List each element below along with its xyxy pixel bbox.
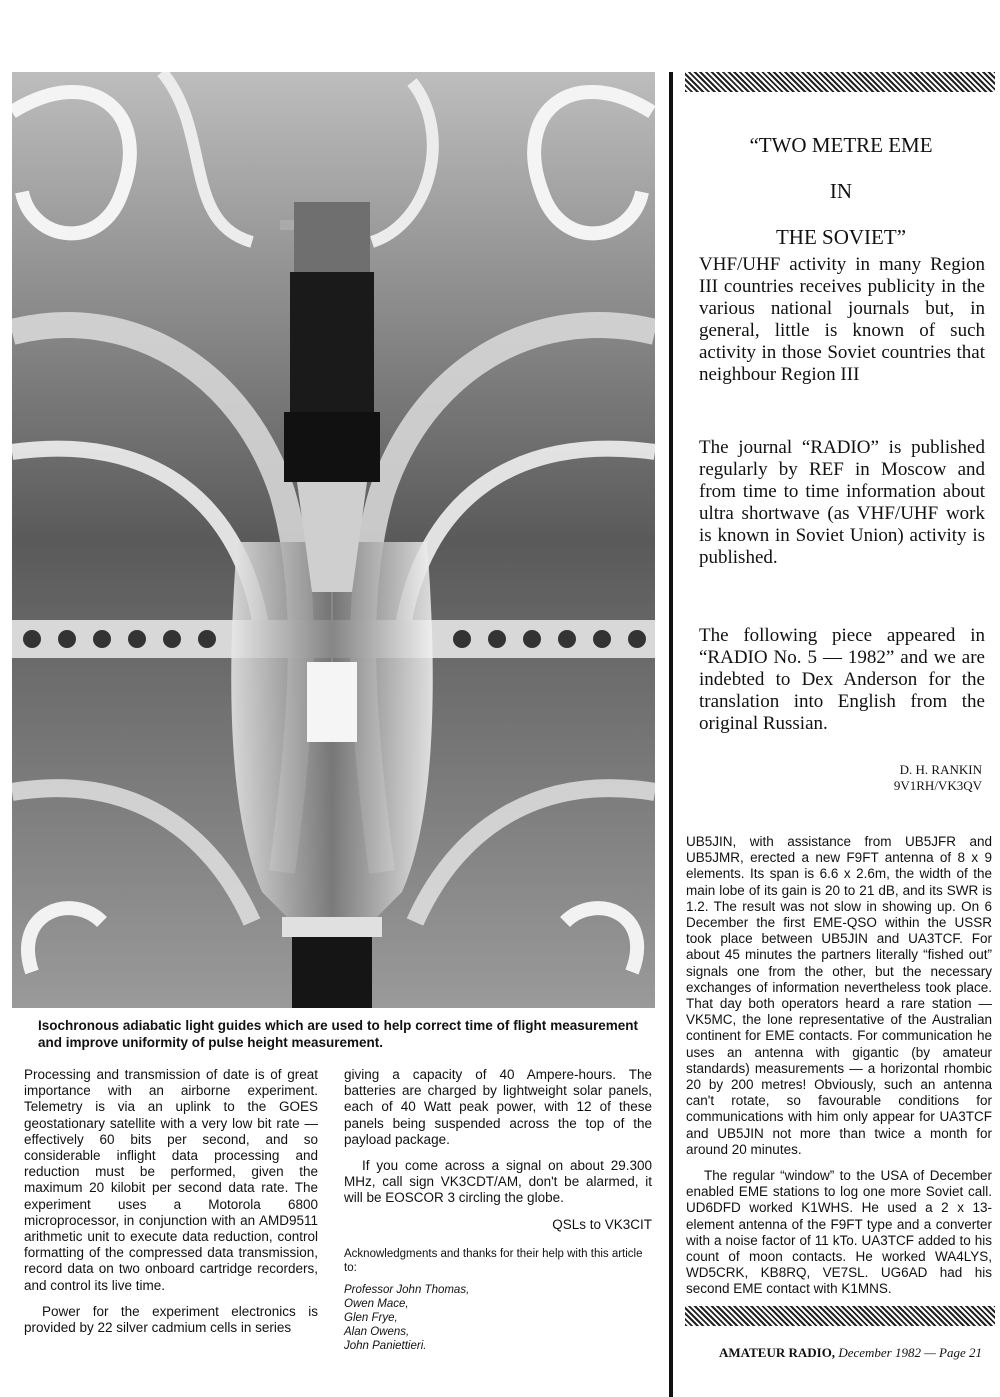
ack-name: Professor John Thomas,: [344, 1283, 470, 1296]
ack-name: Alan Owens,: [344, 1325, 410, 1338]
bottom-hatch-bar: [685, 1306, 995, 1326]
sidebar-body: [686, 834, 992, 1308]
middle-paragraph-1: giving a capacity of 40 Ampere-hours. The batteries are charged by lightweight solar panels, each of 40 Watt peak power, with 12 of these panels being suspended across the top of the payload package.: [344, 1067, 652, 1147]
author-name: D. H. RANKIN: [899, 762, 982, 777]
article-title: [686, 122, 996, 260]
title-line-3: THE SOVIET”: [775, 225, 907, 249]
light-guide-photo: [12, 72, 655, 1008]
acknowledgments: [344, 1247, 652, 1353]
footer-issue: December 1982 — Page 21: [838, 1345, 982, 1360]
ack-name: Owen Mace,: [344, 1297, 409, 1310]
intro-paragraph-3: The following piece appeared in “RADIO No. 5 — 1982” and we are indebted to Dex Anderson for the translation into English from the original Russian.: [699, 625, 985, 734]
intro-paragraph-1: VHF/UHF activity in many Region III countries receives publicity in the various national journals but, in general, little is known of such activity in those Soviet countries that neighbour Region III: [699, 254, 985, 385]
ack-name: Glen Frye,: [344, 1311, 398, 1324]
author-callsign: 9V1RH/VK3QV: [893, 778, 982, 793]
photo-caption: Isochronous adiabatic light guides which are used to help correct time of flight measurement and improve uniformity of pulse height measurement.: [38, 1018, 638, 1050]
sidebar-body-paragraph-1: UB5JIN, with assistance from UB5JFR and UB5JMR, erected a new F9FT antenna of 8 x 9 elements. Its span is 6.6 x 2.6m, the width of the main lobe of its gain is 20 to 21 dB, and its SWR is 1.2. The result was not slow in showing up. On 6 December the first EME-QSO within the USSR took place between UB5JIN and UA3TCF. For about 45 minutes the partners literally “fished out” signals one from the other, but the necessary exchanges of information nevertheless took place. That day both operators heard a rare station — VK5MC, the lone representative of the Australian continent for EME contacts. For communication he uses an antenna with gigantic (by amateur standards) measurements — a horizontal rhombic 20 by 200 metres! Obviously, such an antenna can't rotate, so favourable conditions for communications with him only appear for UA3TCF and UB5JIN not more than twice a month for around 20 minutes.: [686, 834, 992, 1157]
ack-name: John Paniettieri.: [344, 1339, 427, 1352]
intro-paragraph-2: The journal “RADIO” is published regularly by REF in Moscow and from time to time information about ultra shortwave (as VHF/UHF work is known in Soviet Union) activity is published.: [699, 437, 985, 568]
sidebar-body-paragraph-2: The regular “window” to the USA of December enabled EME stations to log one more Soviet call. UD6DFD worked K1WHS. He used a 2 x 13-element antenna of the F9FT type and a converter with a noise factor of 11 kTo. UA3TCF added to his count of moon contacts. He worked WA4LYS, WD5CRK, KB8RQ, VE7SL. UG6AD had his second EME contact with K1MNS.: [686, 1168, 992, 1297]
qsl-line: QSLs to VK3CIT: [552, 1216, 652, 1232]
acknowledgments-heading: Acknowledgments and thanks for their help with this article to:: [344, 1247, 643, 1274]
top-hatch-bar: [685, 72, 995, 92]
middle-paragraph-2: If you come across a signal on about 29.300 MHz, call sign VK3CDT/AM, don't be alarmed, it will be EOSCOR 3 circling the globe.: [344, 1158, 652, 1206]
page-footer: [719, 1345, 982, 1361]
footer-magazine: AMATEUR RADIO,: [719, 1345, 836, 1360]
left-column: [24, 1067, 318, 1346]
left-paragraph-2: Power for the experiment electronics is provided by 22 silver cadmium cells in series: [24, 1303, 318, 1336]
light-guide-illustration: [12, 72, 655, 1008]
middle-column: [344, 1067, 652, 1353]
title-line-2: IN: [829, 179, 853, 203]
acknowledgments-list: [344, 1283, 652, 1353]
author-block: [800, 762, 982, 794]
title-line-1: “TWO METRE EME: [749, 133, 933, 157]
left-paragraph-1: Processing and transmission of date is of great importance with an airborne experiment. Telemetry is via an uplink to the GOES geostationary satellite with a very low bit rate — effectively 60 bits per second, and so considerable inflight data processing and reduction must be performed, given the maximum 20 kilobit per second data rate. The experiment uses a Motorola 6800 microprocessor, in conjunction with an AMD9511 arithmetic unit to execute data reduction, control formatting of the compressed data transmission, record data on two onboard cartridge recorders, and control its live time.: [24, 1067, 318, 1293]
column-divider: [669, 72, 673, 1397]
